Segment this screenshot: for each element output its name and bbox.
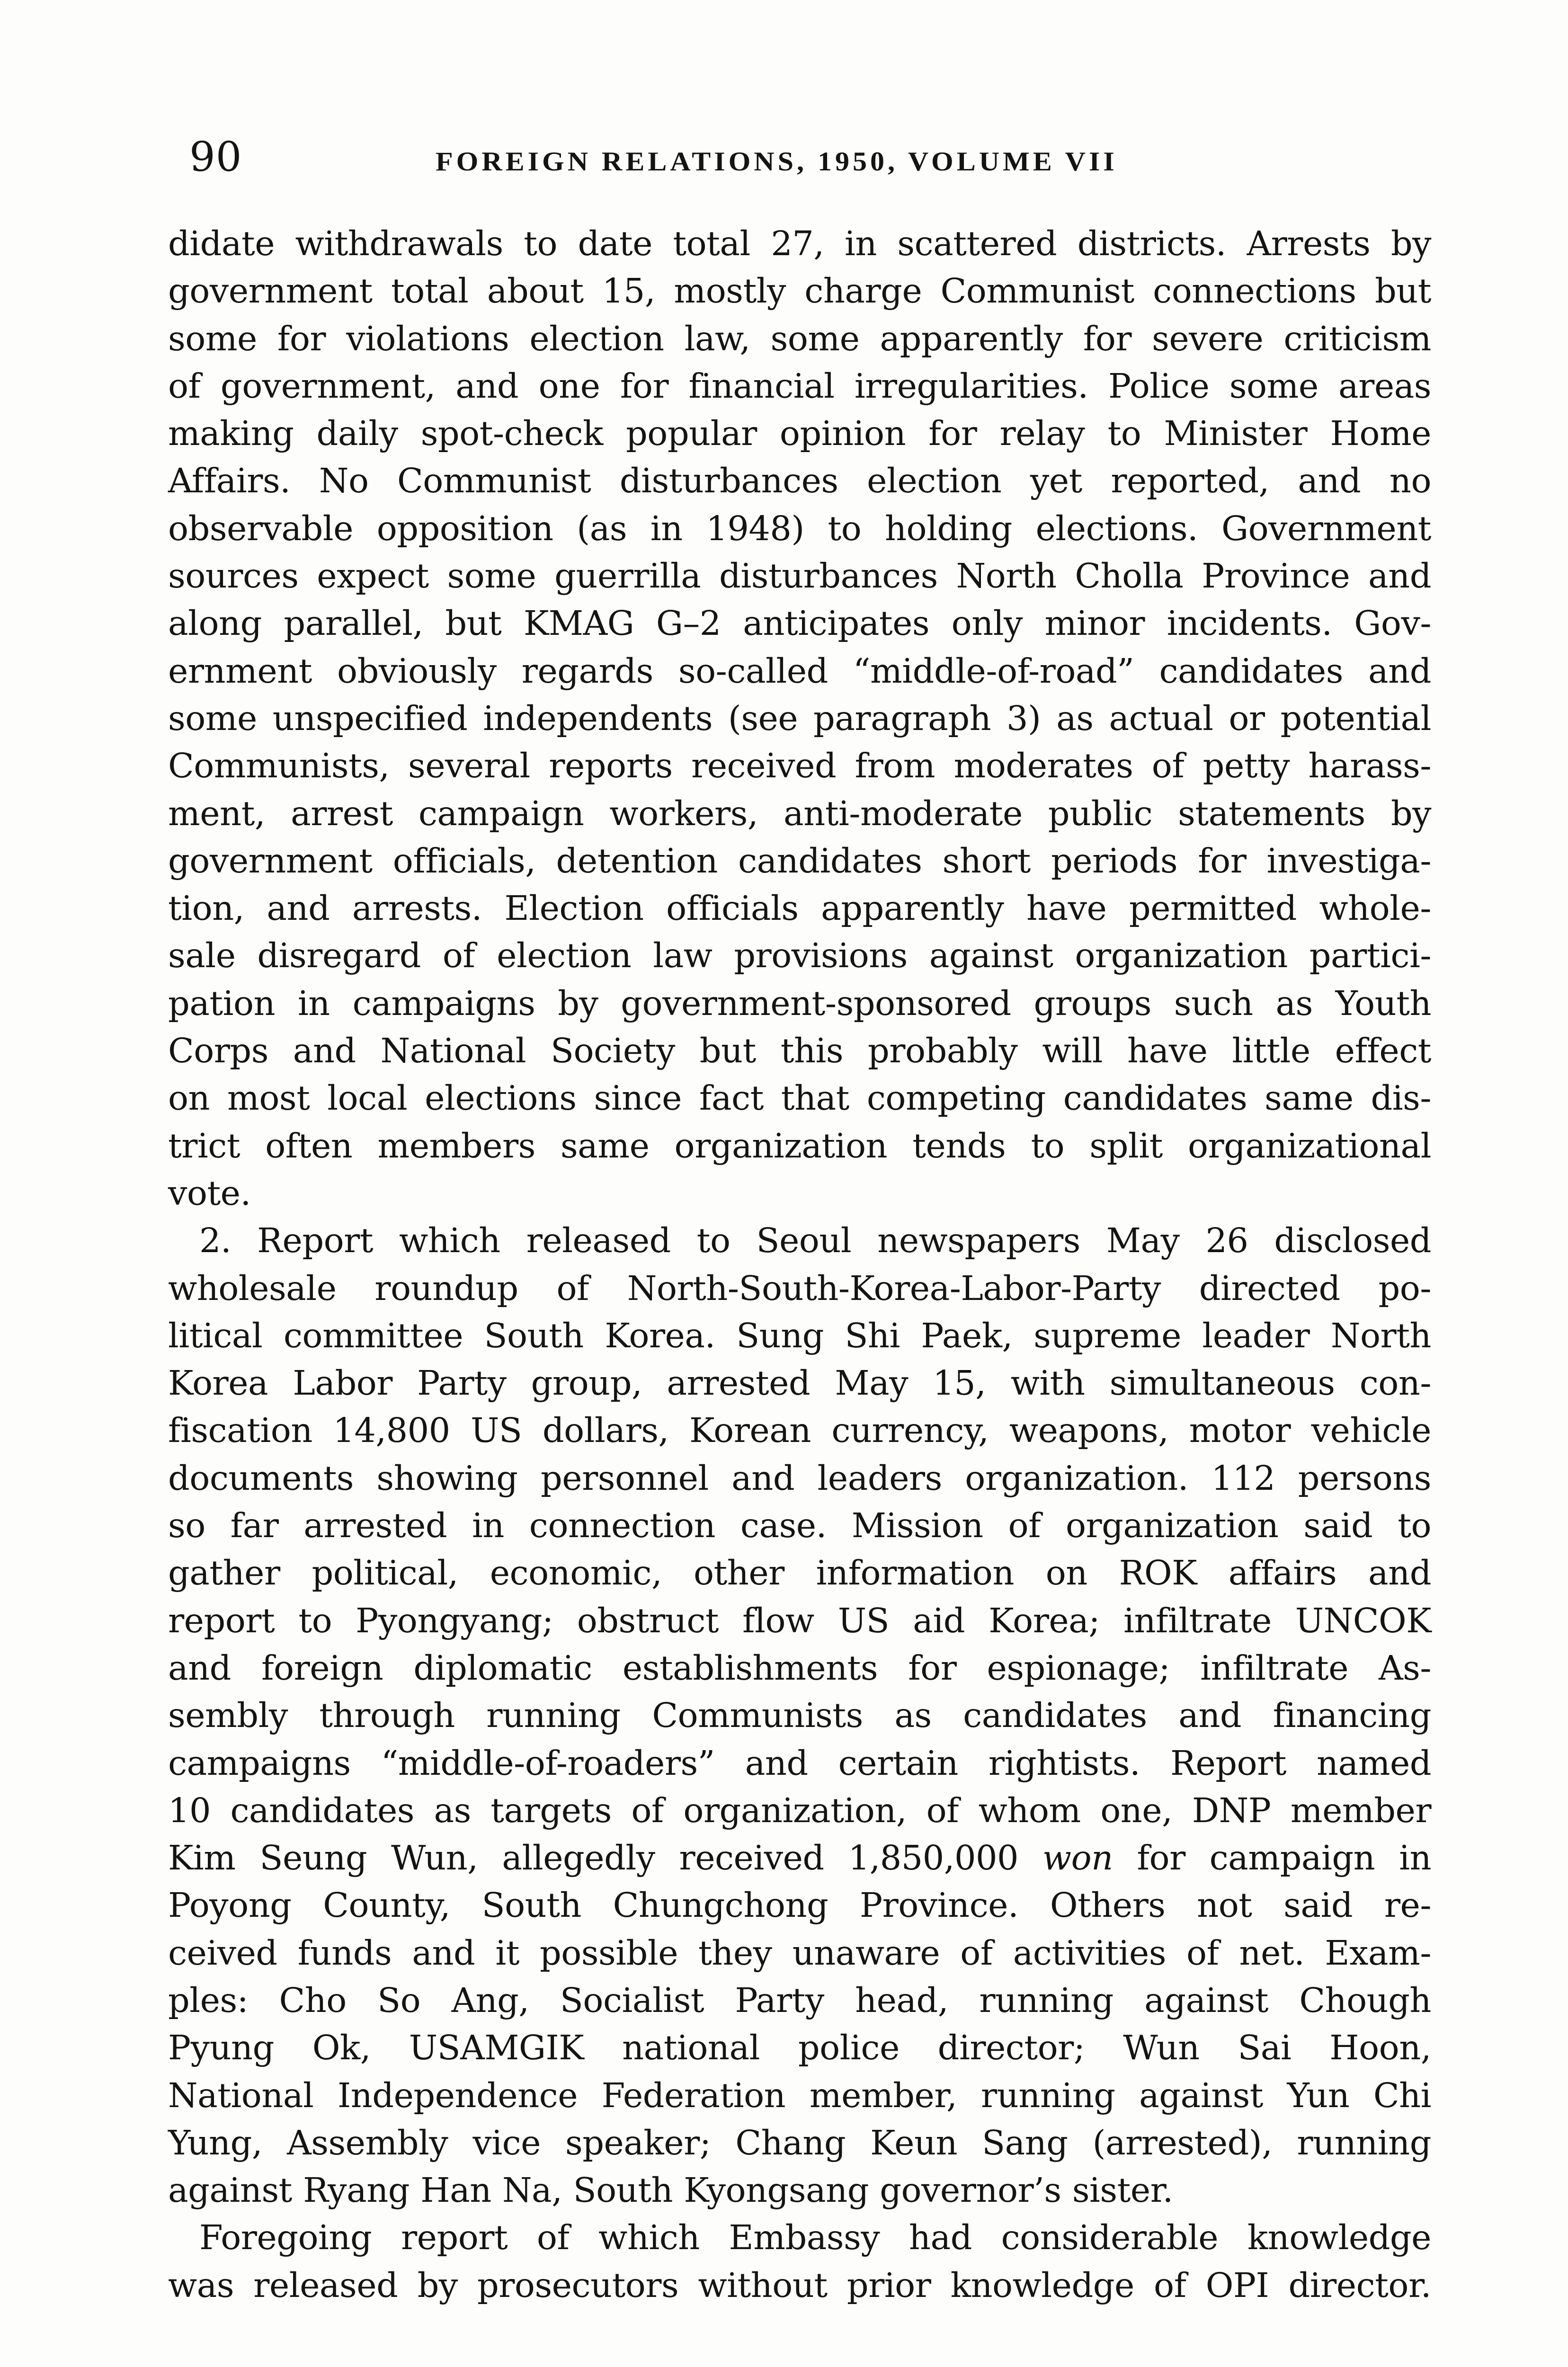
text-line: Foregoing report of which Embassy had considerable knowledge — [199, 2218, 1431, 2258]
text-line: documents showing personnel and leaders organization. 112 persons — [168, 1458, 1431, 1498]
paragraph-2 — [168, 1217, 1431, 2214]
text-line: didate withdrawals to date total 27, in scattered districts. Arrests by — [168, 224, 1431, 263]
text-line: National Independence Federation member, running against Yun Chi — [168, 2075, 1431, 2115]
text-line: making daily spot-check popular opinion for relay to Minister Home — [168, 414, 1431, 454]
text-line: report to Pyongyang; obstruct flow US aid Korea; infiltrate UNCOK — [168, 1601, 1431, 1640]
text-line: and foreign diplomatic establishments for espionage; infiltrate As- — [168, 1648, 1431, 1688]
text-line: observable opposition (as in 1948) to holding elections. Government — [168, 508, 1431, 548]
paragraph-3 — [168, 2214, 1431, 2309]
text-line: Kim Seung Wun, allegedly received 1,850,000 won for campaign in — [168, 1838, 1431, 1878]
text-line: campaigns “middle-of-roaders” and certain rightists. Report named — [168, 1743, 1431, 1783]
paragraph-1 — [168, 220, 1431, 1217]
text-line: vote. — [168, 1173, 251, 1213]
text-line: Communists, several reports received from moderates of petty harass- — [168, 746, 1431, 786]
text-line: government officials, detention candidates short periods for investiga- — [168, 841, 1431, 881]
text-line: ment, arrest campaign workers, anti-moderate public statements by — [168, 793, 1431, 833]
text-line: Korea Labor Party group, arrested May 15, with simultaneous con- — [168, 1363, 1431, 1403]
text-line: was released by prosecutors without prior knowledge of OPI director. — [168, 2265, 1431, 2305]
text-line: so far arrested in connection case. Mission of organization said to — [168, 1506, 1431, 1546]
text-line: 2. Report which released to Seoul newspapers May 26 disclosed — [199, 1221, 1431, 1261]
text-line: ples: Cho So Ang, Socialist Party head, running against Chough — [168, 1980, 1431, 2020]
page-number: 90 — [189, 133, 242, 181]
text-line: some for violations election law, some apparently for severe criticism — [168, 319, 1431, 358]
text-line: ceived funds and it possible they unaware of activities of net. Exam- — [168, 1933, 1431, 1973]
text-line: Pyung Ok, USAMGIK national police director; Wun Sai Hoon, — [168, 2028, 1431, 2068]
running-head: FOREIGN RELATIONS, 1950, VOLUME VII — [436, 146, 1118, 177]
text-line: government total about 15, mostly charge Communist connections but — [168, 271, 1431, 311]
text-line: litical committee South Korea. Sung Shi Paek, supreme leader North — [168, 1316, 1431, 1355]
text-line: fiscation 14,800 US dollars, Korean currency, weapons, motor vehicle — [168, 1411, 1431, 1450]
text-line: sale disregard of election law provisions against organization partici- — [168, 936, 1431, 976]
page-header — [189, 133, 1420, 186]
text-line: pation in campaigns by government-sponsored groups such as Youth — [168, 983, 1431, 1023]
text-line: on most local elections since fact that competing candidates same dis- — [168, 1078, 1431, 1118]
text-line: gather political, economic, other information on ROK affairs and — [168, 1553, 1431, 1593]
text-line: Yung, Assembly vice speaker; Chang Keun Sang (arrested), running — [168, 2123, 1431, 2162]
text-line: along parallel, but KMAG G–2 anticipates only minor incidents. Gov- — [168, 604, 1431, 643]
text-line: of government, and one for financial irregularities. Police some areas — [168, 366, 1431, 406]
text-line: wholesale roundup of North-South-Korea-Labor-Party directed po- — [168, 1268, 1431, 1308]
text-line: trict often members same organization tends to split organizational — [168, 1126, 1431, 1166]
text-line: Corps and National Society but this probably will have little effect — [168, 1031, 1431, 1071]
body-text — [168, 220, 1431, 2309]
text-line: ernment obviously regards so-called “middle-of-road” candidates and — [168, 651, 1431, 691]
text-line: tion, and arrests. Election officials apparently have permitted whole- — [168, 889, 1431, 928]
text-line: Poyong County, South Chungchong Province. Others not said re- — [168, 1886, 1431, 1925]
text-line: Affairs. No Communist disturbances election yet reported, and no — [168, 461, 1431, 501]
text-line: sembly through running Communists as candidates and financing — [168, 1696, 1431, 1735]
text-line: against Ryang Han Na, South Kyongsang governor’s sister. — [168, 2171, 1173, 2210]
text-line: sources expect some guerrilla disturbances North Cholla Province and — [168, 556, 1431, 596]
text-line: 10 candidates as targets of organization, of whom one, DNP member — [168, 1790, 1431, 1830]
text-line: some unspecified independents (see paragraph 3) as actual or potential — [168, 698, 1431, 738]
